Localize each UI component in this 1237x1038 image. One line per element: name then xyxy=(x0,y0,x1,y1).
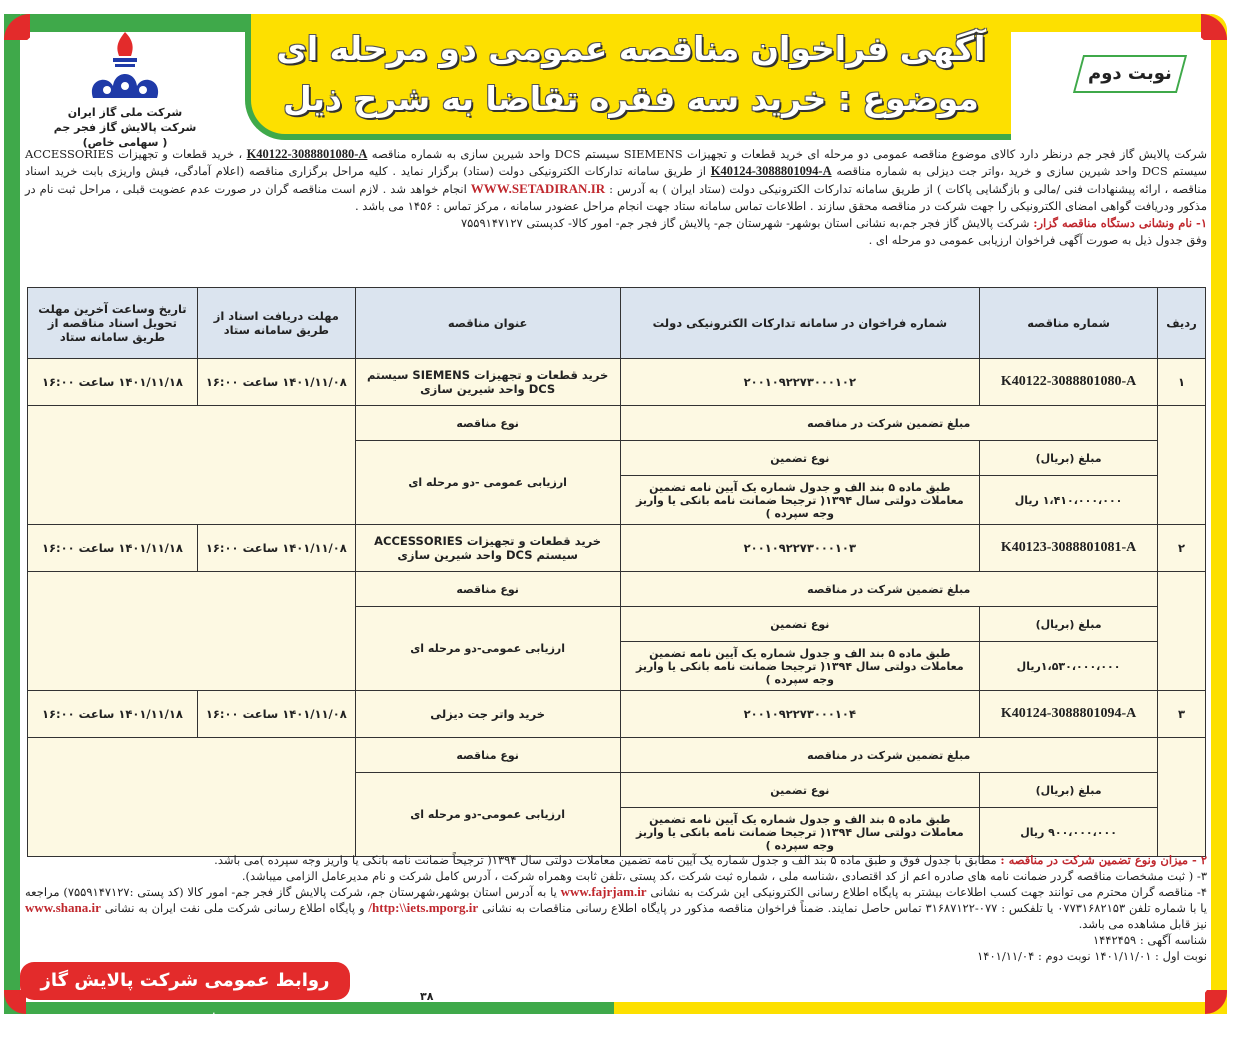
note-4 xyxy=(25,884,1207,932)
col-header-row: ردیف xyxy=(1158,288,1206,359)
tender-title: خرید قطعات و تجهیزات SIEMENS سیستم DCS واحد شیرین سازی xyxy=(355,359,620,406)
ad-id: شناسه آگهی : ۱۴۴۲۴۵۹ xyxy=(1092,933,1207,947)
col-header-doc-deadline: مهلت دریافت اسناد از طریق سامانه ستاد xyxy=(197,288,355,359)
frame-border-bottom-left xyxy=(4,1002,614,1014)
setad-number: ۲۰۰۱۰۹۲۲۷۳۰۰۰۱۰۴ xyxy=(620,691,980,738)
amount-label: مبلغ (بریال) xyxy=(980,607,1158,642)
note-3: ۳- ( ثبت مشخصات مناقصه گردر ضمانت نامه های صادره اعم از کد اقتصادی ،شناسه ملی ، شماره ثبت شرکت ،کد پستی ،تلفن ثابت وهمراه شرکت ، آدرس کامل شرکت و نام مدیرعامل الزامی میباشد). xyxy=(241,869,1207,883)
tender-ref-2: K40124-3088801094-A xyxy=(710,164,832,178)
edition-badge-label: نوبت دوم xyxy=(1088,63,1172,84)
col-header-submit-deadline: تاریخ وساعت آخرین مهلت تحویل اسناد مناقصه از طریق سامانه ستاد xyxy=(28,288,198,359)
intro-text-d: انجام خواهد شد . لازم است مناقصه گران در صورت عدم عضویت قبلی ، مراحل ثبت نام در مذکور ودریافت گواهی امضای الکترونیکی را جهت شرکت در مناقصه محقق سازند . اطلاعات تماس سامانه ستاد جهت انجام مراحل عضودر سامانه ، مرکز تماس : ۱۴۵۶ می باشد . xyxy=(25,182,1207,213)
setad-number: ۲۰۰۱۰۹۲۲۷۳۰۰۰۱۰۳ xyxy=(620,525,980,572)
logo-line-1: شرکت ملی گاز ایران xyxy=(67,106,183,119)
edition-badge xyxy=(1073,55,1187,93)
table-row xyxy=(28,691,1206,738)
tender-title: خرید قطعات و تجهیزات ACCESSORIES سیستم DCS واحد شیرین سازی xyxy=(355,525,620,572)
frame-border-left xyxy=(4,14,20,1014)
note-4-text-d: نیز قابل مشاهده می باشد. xyxy=(1078,917,1207,931)
tender-number: K40124-3088801094-A xyxy=(980,691,1158,738)
col-header-setad-no: شماره فراخوان در سامانه تدارکات الکترونیکی دولت xyxy=(620,288,980,359)
tender-number: K40123-3088801081-A xyxy=(980,525,1158,572)
empty-cell xyxy=(1158,738,1206,857)
page-title: آگهی فراخوان مناقصه عمومی دو مرحله ای xyxy=(276,29,986,68)
title-banner xyxy=(245,14,1011,140)
empty-cell xyxy=(28,572,356,691)
publication-dates: نوبت اول : ۱۴۰۱/۱۱/۰۱ نوبت دوم : ۱۴۰۱/۱۱/۰۴ xyxy=(977,949,1207,963)
row-index: ۲ xyxy=(1158,525,1206,572)
col-header-tender-no: شماره مناقصه xyxy=(980,288,1158,359)
guarantee-type-label: نوع تضمین xyxy=(620,607,980,642)
tender-type-label: نوع مناقصه xyxy=(355,406,620,441)
guarantee-amount: ۱،۴۱۰،۰۰۰،۰۰۰ ریال xyxy=(980,476,1158,525)
gas-flame-logo-icon xyxy=(85,30,165,105)
organizer-label: ۱- نام ونشانی دستگاه مناقصه گزار: xyxy=(1033,216,1207,230)
organizer-text: شرکت پالایش گاز فجر جم،به نشانی استان بوشهر- شهرستان جم- پالایش گاز فجر جم- امور کالا- کدپستی ۷۵۵۹۱۴۷۱۲۷ xyxy=(460,216,1034,230)
note-4-text-c: و پایگاه اطلاع رسانی شرکت ملی نفت ایران به نشانی xyxy=(100,901,369,915)
setad-number: ۲۰۰۱۰۹۲۲۷۳۰۰۰۱۰۲ xyxy=(620,359,980,406)
doc-deadline: ۱۴۰۱/۱۱/۰۸ ساعت ۱۶:۰۰ xyxy=(197,525,355,572)
intro-text-c: از طریق سامانه تدارکات الکترونیکی دولت (ستاد) برگزار نماید . کلیه مراحل برگزاری مناقصه (اعلام آمادگی، فیش واریزی بابت خرید اسناد مناقصه ، ارائه پیشنهادات فنی /مالی و بازگشایی پاکات ) از طریق سامانه تدارکات الکترونیکی دولت (ستاد ایران ) به آدرس : xyxy=(25,164,1207,196)
table-subrow-labels xyxy=(28,738,1206,773)
amount-label: مبلغ (بریال) xyxy=(980,773,1158,808)
logo-line-3: ( سهامی خاص) xyxy=(82,136,168,149)
guarantee-type-label: نوع تضمین xyxy=(620,441,980,476)
table-header-row xyxy=(28,288,1206,359)
note-2-text: مطابق با جدول فوق و طبق ماده ۵ بند الف و جدول شماره یک آیین نامه تضمین معاملات دولتی سال ۱۳۹۴( ترجیحاً ضمانت نامه بانکی یا واریز وجه سپرده )می باشد. xyxy=(214,853,1001,867)
guarantee-label: مبلغ تضمین شرکت در مناقصه xyxy=(620,738,1158,773)
shana-link[interactable]: www.shana.ir xyxy=(25,900,101,915)
tender-type: ارزیابی عمومی -دو مرحله ای xyxy=(355,441,620,525)
doc-deadline: ۱۴۰۱/۱۱/۰۸ ساعت ۱۶:۰۰ xyxy=(197,359,355,406)
table-subrow-labels xyxy=(28,406,1206,441)
company-logo xyxy=(50,30,200,160)
submit-deadline: ۱۴۰۱/۱۱/۱۸ ساعت ۱۶:۰۰ xyxy=(28,691,198,738)
frame-border-right xyxy=(1211,14,1227,1014)
tender-ref-1: K40122-3088801080-A xyxy=(246,147,368,161)
intro-text xyxy=(25,146,1207,249)
row-index: ۱ xyxy=(1158,359,1206,406)
frame-border-top-right xyxy=(1000,14,1227,32)
intro-text-a: شرکت پالایش گاز فجر جم درنظر دارد کالای موضوع مناقصه عمومی دو مرحله ای خرید قطعات و تجهیزات SIEMENS سیستم DCS واحد شیرین سازی به شماره مناقصه xyxy=(367,147,1207,161)
logo-line-2: شرکت پالایش گاز فجر جم xyxy=(53,121,197,134)
empty-cell xyxy=(1158,406,1206,525)
note-2-label: ۲ - میزان ونوع تضمین شرکت در مناقصه : xyxy=(1000,853,1207,867)
page-number: ۳۸ xyxy=(420,990,434,1003)
iets-link[interactable]: http:\\iets.mporg.ir/ xyxy=(368,900,479,915)
tender-type: ارزیابی عمومی-دو مرحله ای xyxy=(355,607,620,691)
guarantee-type: طبق ماده ۵ بند الف و جدول شماره یک آیین نامه تضمین معاملات دولتی سال ۱۳۹۴( ترجیحا ضمانت نامه بانکی یا واریز وجه سپرده ) xyxy=(620,808,980,857)
guarantee-label: مبلغ تضمین شرکت در مناقصه xyxy=(620,406,1158,441)
submit-deadline: ۱۴۰۱/۱۱/۱۸ ساعت ۱۶:۰۰ xyxy=(28,525,198,572)
page-subtitle: موضوع : خرید سه فقره تقاضا به شرح ذیل xyxy=(283,79,979,118)
tender-table xyxy=(27,287,1206,857)
table-row xyxy=(28,359,1206,406)
note-2 xyxy=(25,852,1207,868)
empty-cell xyxy=(28,406,356,525)
doc-deadline: ۱۴۰۱/۱۱/۰۸ ساعت ۱۶:۰۰ xyxy=(197,691,355,738)
guarantee-amount: ۱،۵۳۰،۰۰۰،۰۰۰ریال xyxy=(980,642,1158,691)
frame-border-bottom-right xyxy=(614,1002,1227,1014)
table-subrow-labels xyxy=(28,572,1206,607)
table-row xyxy=(28,525,1206,572)
intro-paragraph xyxy=(25,146,1207,215)
fajrjam-link[interactable]: www.fajrjam.ir xyxy=(560,884,647,899)
tender-title: خرید واتر جت دیزلی xyxy=(355,691,620,738)
col-header-title: عنوان مناقصه xyxy=(355,288,620,359)
intro-closing: وفق جدول ذیل به صورت آگهی فراخوان ارزیابی عمومی دو مرحله ای . xyxy=(868,233,1207,247)
note-4-text-b: یا به آدرس استان بوشهر،شهرستان جم، شرکت پالایش گاز فجر جم- امور کالا (کد پستی :۷۵۵۹۱۴۷۱۲۷) مراجعه یا با شماره تلفن ۰۷۷۳۱۶۸۲۱۵۳ یا تلفکس : ۰۷۷-۳۱۶۸۷۱۲۲ تماس حاصل نمایند. ضمناً فراخوان مناقصه مذکور در پایگاه اطلاع رسانی مناقصات به نشانی xyxy=(25,885,1207,915)
tender-type-label: نوع مناقصه xyxy=(355,738,620,773)
organizer-info xyxy=(25,215,1207,232)
notes-section xyxy=(25,852,1207,964)
guarantee-type: طبق ماده ۵ بند الف و جدول شماره یک آیین نامه تضمین معاملات دولتی سال ۱۳۹۴( ترجیحا ضمانت نامه بانکی یا واریز وجه سپرده ) xyxy=(620,476,980,525)
guarantee-type-label: نوع تضمین xyxy=(620,773,980,808)
intro-text-b: ، خرید قطعات و تجهیزات ACCESSORIES سیستم DCS واحد شیرین سازی و خرید ،واتر جت دیزلی به شماره مناقصه xyxy=(25,147,1207,178)
tender-type: ارزیابی عمومی-دو مرحله ای xyxy=(355,773,620,857)
submit-deadline: ۱۴۰۱/۱۱/۱۸ ساعت ۱۶:۰۰ xyxy=(28,359,198,406)
guarantee-type: طبق ماده ۵ بند الف و جدول شماره یک آیین نامه تضمین معاملات دولتی سال ۱۳۹۴( ترجیحا ضمانت نامه بانکی یا واریز وجه سپرده ) xyxy=(620,642,980,691)
guarantee-amount: ۹۰۰،۰۰۰،۰۰۰ ریال xyxy=(980,808,1158,857)
empty-cell xyxy=(28,738,356,857)
footer-banner: روابط عمومی شرکت پالایش گاز فجر جم xyxy=(20,962,350,1000)
amount-label: مبلغ (بریال) xyxy=(980,441,1158,476)
note-4-text-a: ۴- مناقصه گران محترم می توانند جهت کسب اطلاعات بیشتر به پایگاه اطلاع رسانی الکترونیکی این شرکت به نشانی xyxy=(646,885,1207,899)
empty-cell xyxy=(1158,572,1206,691)
setadiran-link[interactable]: WWW.SETADIRAN.IR xyxy=(470,181,606,196)
frame-corner-top-right xyxy=(1201,14,1227,40)
tender-number: K40122-3088801080-A xyxy=(980,359,1158,406)
guarantee-label: مبلغ تضمین شرکت در مناقصه xyxy=(620,572,1158,607)
row-index: ۳ xyxy=(1158,691,1206,738)
tender-type-label: نوع مناقصه xyxy=(355,572,620,607)
